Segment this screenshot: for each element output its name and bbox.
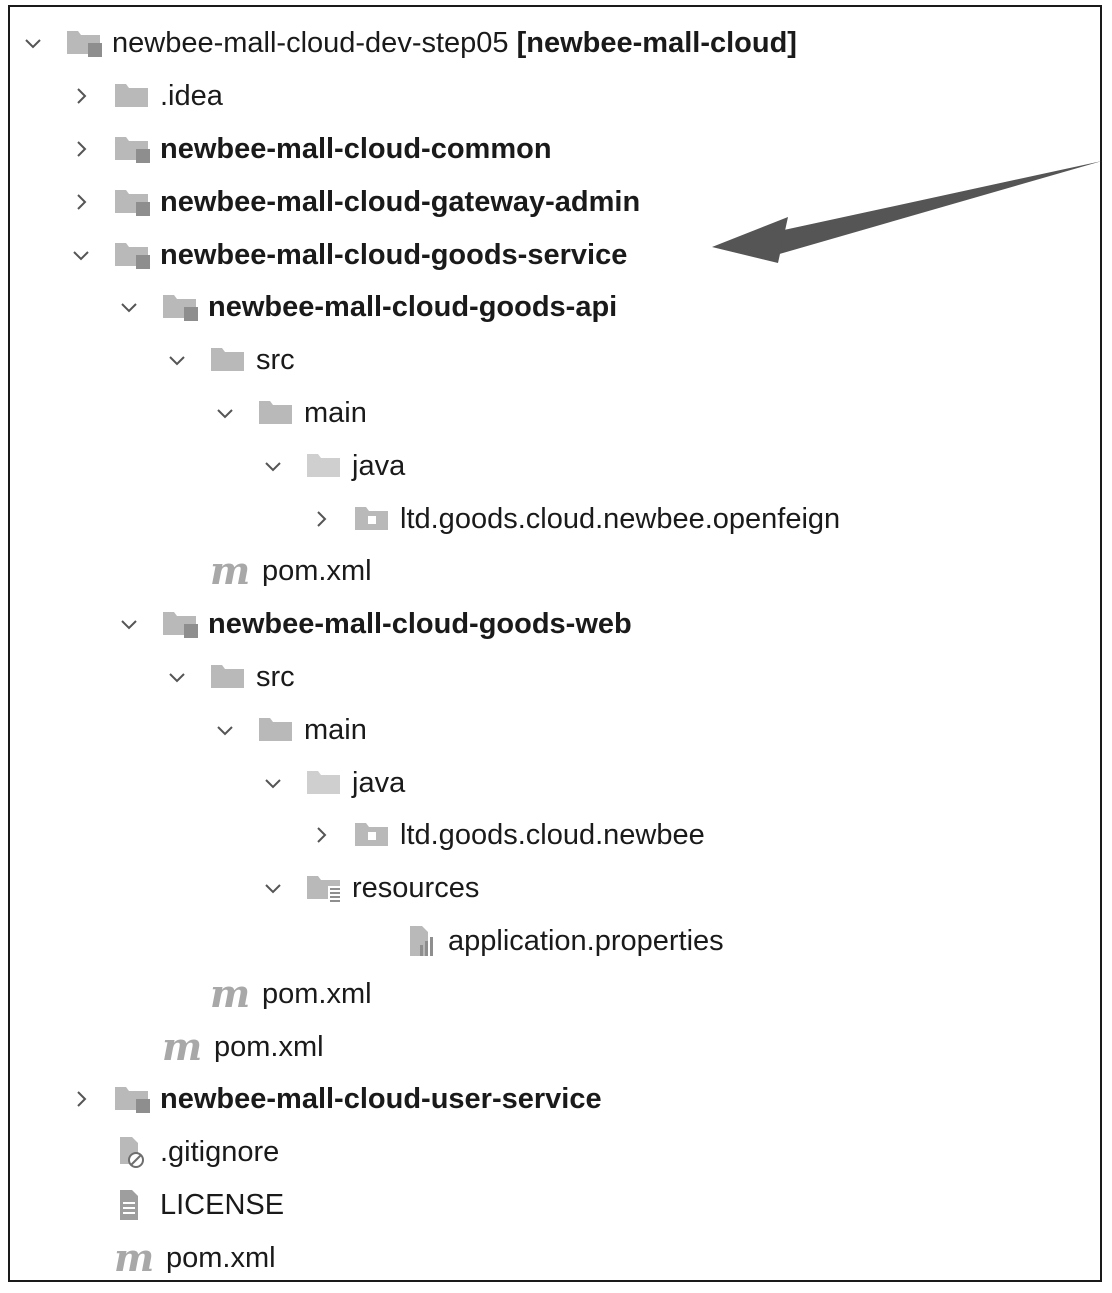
- chevron-right-icon[interactable]: [66, 1084, 96, 1114]
- tree-node-label: java: [352, 766, 406, 799]
- ignore-file-icon: [114, 1134, 154, 1170]
- folder-icon: [210, 342, 250, 378]
- tree-node-web-src[interactable]: [10, 651, 840, 704]
- tree-node-gitignore[interactable]: [10, 1126, 840, 1179]
- tree-node-api-java[interactable]: [10, 439, 840, 492]
- tree-node-label: newbee-mall-cloud-user-service: [160, 1083, 602, 1116]
- root-label: newbee-mall-cloud-dev-step05 [newbee-mall-cloud]: [112, 27, 797, 60]
- tree-node-label: src: [256, 344, 295, 377]
- tree-node-web-resources[interactable]: [10, 862, 840, 915]
- module-folder-icon: [66, 25, 106, 61]
- project-tree-panel: [8, 5, 1102, 1282]
- tree-node-label: pom.xml: [214, 1030, 324, 1063]
- text-file-icon: [114, 1187, 154, 1223]
- module-folder-icon: [114, 184, 154, 220]
- tree-node-label: .idea: [160, 80, 223, 113]
- tree-node-label: ltd.goods.cloud.newbee: [400, 819, 705, 852]
- package-folder-icon: [354, 817, 394, 853]
- tree-node-label: main: [304, 396, 367, 429]
- tree-node-label: application.properties: [448, 924, 724, 957]
- tree-node-license[interactable]: [10, 1179, 840, 1232]
- module-folder-icon: [114, 131, 154, 167]
- tree-node-properties[interactable]: [10, 915, 840, 968]
- tree-node-root[interactable]: [10, 17, 840, 70]
- tree-node-label: main: [304, 713, 367, 746]
- maven-icon: m: [210, 548, 247, 594]
- chevron-down-icon[interactable]: [258, 768, 288, 798]
- chevron-down-icon[interactable]: [114, 609, 144, 639]
- chevron-down-icon[interactable]: [162, 345, 192, 375]
- tree-node-label: LICENSE: [160, 1188, 285, 1221]
- tree-node-api-pom[interactable]: [10, 545, 840, 598]
- tree-node-label: ltd.goods.cloud.newbee.openfeign: [400, 502, 841, 535]
- tree-node-web-pom[interactable]: [10, 967, 840, 1020]
- chevron-down-icon[interactable]: [210, 715, 240, 745]
- chevron-down-icon[interactable]: [18, 28, 48, 58]
- tree-node-label: pom.xml: [262, 555, 372, 588]
- tree-node-label: newbee-mall-cloud-common: [160, 132, 552, 165]
- module-folder-icon: [162, 289, 202, 325]
- source-folder-icon: [306, 765, 346, 801]
- module-folder-icon: [162, 606, 202, 642]
- chevron-right-icon[interactable]: [66, 134, 96, 164]
- tree-node-label: newbee-mall-cloud-goods-service: [160, 238, 628, 271]
- chevron-right-icon[interactable]: [66, 187, 96, 217]
- tree-node-web-java[interactable]: [10, 756, 840, 809]
- tree-node-goods-api[interactable]: [10, 281, 840, 334]
- tree-node-service-pom[interactable]: [10, 1020, 840, 1073]
- chevron-down-icon[interactable]: [210, 398, 240, 428]
- chevron-down-icon[interactable]: [258, 873, 288, 903]
- tree-node-root-pom[interactable]: [10, 1231, 840, 1284]
- folder-icon: [210, 659, 250, 695]
- chevron-down-icon[interactable]: [162, 662, 192, 692]
- module-folder-icon: [114, 1081, 154, 1117]
- tree-node-web-main[interactable]: [10, 703, 840, 756]
- tree-node-label: .gitignore: [160, 1136, 280, 1169]
- resources-folder-icon: [306, 870, 346, 906]
- tree-node-web-package[interactable]: [10, 809, 840, 862]
- folder-icon: [114, 78, 154, 114]
- chevron-right-icon[interactable]: [306, 820, 336, 850]
- tree-node-label: newbee-mall-cloud-goods-web: [208, 608, 632, 641]
- package-folder-icon: [354, 501, 394, 537]
- chevron-right-icon[interactable]: [306, 504, 336, 534]
- tree-node-api-package[interactable]: [10, 492, 840, 545]
- maven-icon: m: [162, 1023, 199, 1069]
- maven-icon: m: [210, 970, 247, 1016]
- annotation-arrow-icon: [710, 155, 1110, 265]
- folder-icon: [258, 395, 298, 431]
- chevron-down-icon[interactable]: [258, 451, 288, 481]
- tree-node-api-main[interactable]: [10, 387, 840, 440]
- folder-icon: [258, 712, 298, 748]
- properties-file-icon: [402, 923, 442, 959]
- tree-node-idea[interactable]: [10, 70, 840, 123]
- chevron-down-icon[interactable]: [66, 240, 96, 270]
- tree-node-user-service[interactable]: [10, 1073, 840, 1126]
- maven-icon: m: [114, 1234, 151, 1280]
- tree-node-api-src[interactable]: [10, 334, 840, 387]
- tree-node-label: java: [352, 449, 406, 482]
- tree-node-goods-web[interactable]: [10, 598, 840, 651]
- chevron-right-icon[interactable]: [66, 81, 96, 111]
- tree-node-label: src: [256, 660, 295, 693]
- tree-node-label: pom.xml: [262, 977, 372, 1010]
- module-folder-icon: [114, 237, 154, 273]
- tree-node-label: newbee-mall-cloud-goods-api: [208, 291, 618, 324]
- chevron-down-icon[interactable]: [114, 292, 144, 322]
- tree-node-label: newbee-mall-cloud-gateway-admin: [160, 185, 641, 218]
- source-folder-icon: [306, 448, 346, 484]
- tree-node-label: pom.xml: [166, 1241, 276, 1274]
- tree-node-label: resources: [352, 872, 480, 905]
